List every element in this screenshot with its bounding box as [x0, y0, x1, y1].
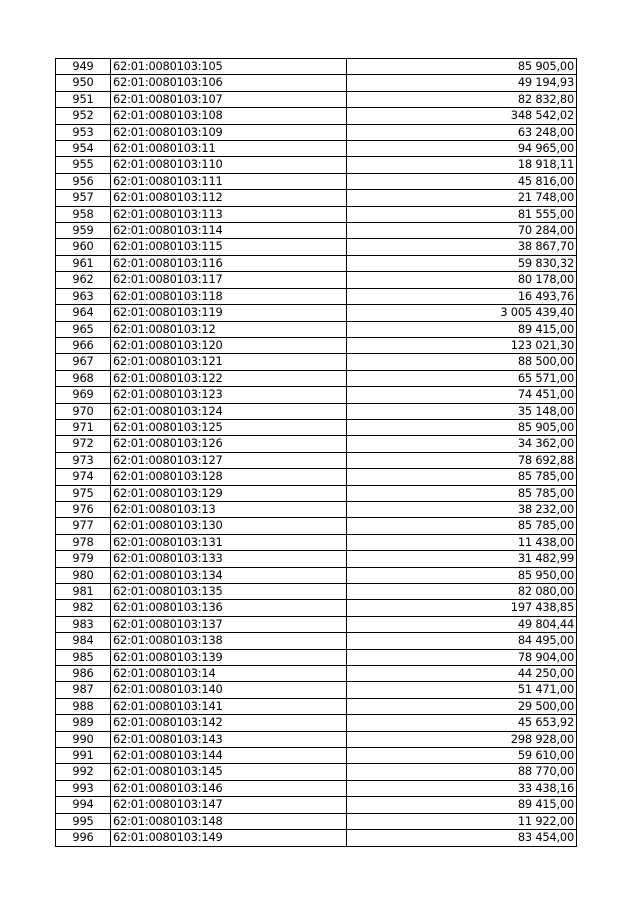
value-cell: 83 454,00	[347, 830, 577, 846]
cadastral-number-cell: 62:01:0080103:119	[111, 305, 347, 321]
value-cell: 63 248,00	[347, 124, 577, 140]
row-number-cell: 959	[56, 223, 111, 239]
cadastral-number-cell: 62:01:0080103:112	[111, 190, 347, 206]
row-number-cell: 955	[56, 157, 111, 173]
table-row	[56, 567, 577, 583]
value-cell: 45 653,92	[347, 715, 577, 731]
value-cell: 88 500,00	[347, 354, 577, 370]
cadastral-number-cell: 62:01:0080103:128	[111, 469, 347, 485]
cadastral-number-cell: 62:01:0080103:126	[111, 436, 347, 452]
table-row	[56, 731, 577, 747]
row-number-cell: 954	[56, 141, 111, 157]
value-cell: 123 021,30	[347, 337, 577, 353]
cadastral-number-cell: 62:01:0080103:109	[111, 124, 347, 140]
cadastral-number-cell: 62:01:0080103:114	[111, 223, 347, 239]
row-number-cell: 956	[56, 173, 111, 189]
row-number-cell: 949	[56, 59, 111, 75]
cadastral-number-cell: 62:01:0080103:146	[111, 780, 347, 796]
table-row	[56, 813, 577, 829]
cadastral-number-cell: 62:01:0080103:124	[111, 403, 347, 419]
row-number-cell: 951	[56, 91, 111, 107]
value-cell: 45 816,00	[347, 173, 577, 189]
cadastral-number-cell: 62:01:0080103:136	[111, 600, 347, 616]
row-number-cell: 974	[56, 469, 111, 485]
table-body	[56, 59, 577, 847]
cadastral-number-cell: 62:01:0080103:127	[111, 452, 347, 468]
cadastral-number-cell: 62:01:0080103:137	[111, 616, 347, 632]
table-row	[56, 633, 577, 649]
value-cell: 59 610,00	[347, 748, 577, 764]
value-cell: 31 482,99	[347, 551, 577, 567]
value-cell: 82 080,00	[347, 584, 577, 600]
table-row	[56, 354, 577, 370]
table-row	[56, 616, 577, 632]
cadastral-number-cell: 62:01:0080103:130	[111, 518, 347, 534]
value-cell: 33 438,16	[347, 780, 577, 796]
row-number-cell: 976	[56, 501, 111, 517]
row-number-cell: 961	[56, 255, 111, 271]
table-row	[56, 534, 577, 550]
table-row	[56, 797, 577, 813]
value-cell: 70 284,00	[347, 223, 577, 239]
value-cell: 80 178,00	[347, 272, 577, 288]
table-row	[56, 403, 577, 419]
cadastral-number-cell: 62:01:0080103:134	[111, 567, 347, 583]
cadastral-number-cell: 62:01:0080103:122	[111, 370, 347, 386]
table-row	[56, 91, 577, 107]
row-number-cell: 996	[56, 830, 111, 846]
table-row	[56, 764, 577, 780]
value-cell: 49 194,93	[347, 75, 577, 91]
table-row	[56, 59, 577, 75]
value-cell: 85 950,00	[347, 567, 577, 583]
cadastral-number-cell: 62:01:0080103:131	[111, 534, 347, 550]
table-row	[56, 469, 577, 485]
cadastral-number-cell: 62:01:0080103:110	[111, 157, 347, 173]
table-row	[56, 584, 577, 600]
table-row	[56, 272, 577, 288]
value-cell: 38 232,00	[347, 501, 577, 517]
cadastral-number-cell: 62:01:0080103:12	[111, 321, 347, 337]
value-cell: 65 571,00	[347, 370, 577, 386]
cadastral-number-cell: 62:01:0080103:120	[111, 337, 347, 353]
value-cell: 85 785,00	[347, 485, 577, 501]
cadastral-number-cell: 62:01:0080103:142	[111, 715, 347, 731]
table-row	[56, 698, 577, 714]
cadastral-number-cell: 62:01:0080103:106	[111, 75, 347, 91]
table-row	[56, 305, 577, 321]
cadastral-number-cell: 62:01:0080103:125	[111, 419, 347, 435]
row-number-cell: 957	[56, 190, 111, 206]
value-cell: 21 748,00	[347, 190, 577, 206]
row-number-cell: 980	[56, 567, 111, 583]
row-number-cell: 953	[56, 124, 111, 140]
table-row	[56, 780, 577, 796]
cadastral-number-cell: 62:01:0080103:107	[111, 91, 347, 107]
row-number-cell: 970	[56, 403, 111, 419]
value-cell: 85 905,00	[347, 419, 577, 435]
value-cell: 16 493,76	[347, 288, 577, 304]
table-row	[56, 321, 577, 337]
value-cell: 3 005 439,40	[347, 305, 577, 321]
row-number-cell: 989	[56, 715, 111, 731]
value-cell: 81 555,00	[347, 206, 577, 222]
value-cell: 44 250,00	[347, 666, 577, 682]
cadastral-number-cell: 62:01:0080103:123	[111, 387, 347, 403]
table-row	[56, 108, 577, 124]
cadastral-number-cell: 62:01:0080103:13	[111, 501, 347, 517]
cadastral-number-cell: 62:01:0080103:115	[111, 239, 347, 255]
table-row	[56, 715, 577, 731]
row-number-cell: 969	[56, 387, 111, 403]
table-row	[56, 206, 577, 222]
table-row	[56, 370, 577, 386]
cadastral-number-cell: 62:01:0080103:145	[111, 764, 347, 780]
row-number-cell: 977	[56, 518, 111, 534]
cadastral-number-cell: 62:01:0080103:139	[111, 649, 347, 665]
row-number-cell: 984	[56, 633, 111, 649]
cadastral-number-cell: 62:01:0080103:147	[111, 797, 347, 813]
value-cell: 85 785,00	[347, 469, 577, 485]
cadastral-number-cell: 62:01:0080103:113	[111, 206, 347, 222]
table-row	[56, 239, 577, 255]
row-number-cell: 981	[56, 584, 111, 600]
value-cell: 78 692,88	[347, 452, 577, 468]
row-number-cell: 966	[56, 337, 111, 353]
row-number-cell: 964	[56, 305, 111, 321]
cadastral-number-cell: 62:01:0080103:14	[111, 666, 347, 682]
cadastral-number-cell: 62:01:0080103:118	[111, 288, 347, 304]
value-cell: 89 415,00	[347, 797, 577, 813]
table-row	[56, 75, 577, 91]
table-row	[56, 190, 577, 206]
row-number-cell: 973	[56, 452, 111, 468]
row-number-cell: 952	[56, 108, 111, 124]
cadastral-number-cell: 62:01:0080103:141	[111, 698, 347, 714]
cadastral-number-cell: 62:01:0080103:135	[111, 584, 347, 600]
value-cell: 11 922,00	[347, 813, 577, 829]
cadastral-number-cell: 62:01:0080103:117	[111, 272, 347, 288]
table-row	[56, 419, 577, 435]
row-number-cell: 995	[56, 813, 111, 829]
row-number-cell: 962	[56, 272, 111, 288]
value-cell: 94 965,00	[347, 141, 577, 157]
row-number-cell: 972	[56, 436, 111, 452]
row-number-cell: 994	[56, 797, 111, 813]
value-cell: 34 362,00	[347, 436, 577, 452]
cadastral-number-cell: 62:01:0080103:121	[111, 354, 347, 370]
value-cell: 18 918,11	[347, 157, 577, 173]
row-number-cell: 990	[56, 731, 111, 747]
value-cell: 348 542,02	[347, 108, 577, 124]
table-row	[56, 649, 577, 665]
row-number-cell: 988	[56, 698, 111, 714]
value-cell: 88 770,00	[347, 764, 577, 780]
row-number-cell: 987	[56, 682, 111, 698]
cadastral-number-cell: 62:01:0080103:140	[111, 682, 347, 698]
value-cell: 74 451,00	[347, 387, 577, 403]
value-cell: 82 832,80	[347, 91, 577, 107]
row-number-cell: 963	[56, 288, 111, 304]
value-cell: 49 804,44	[347, 616, 577, 632]
table-row	[56, 485, 577, 501]
row-number-cell: 978	[56, 534, 111, 550]
table-row	[56, 501, 577, 517]
table-row	[56, 387, 577, 403]
value-cell: 51 471,00	[347, 682, 577, 698]
table-row	[56, 141, 577, 157]
cadastral-number-cell: 62:01:0080103:133	[111, 551, 347, 567]
cadastral-number-cell: 62:01:0080103:11	[111, 141, 347, 157]
row-number-cell: 992	[56, 764, 111, 780]
table-row	[56, 436, 577, 452]
table-row	[56, 173, 577, 189]
row-number-cell: 960	[56, 239, 111, 255]
value-cell: 85 785,00	[347, 518, 577, 534]
value-cell: 298 928,00	[347, 731, 577, 747]
table-row	[56, 337, 577, 353]
value-cell: 59 830,32	[347, 255, 577, 271]
cadastral-number-cell: 62:01:0080103:138	[111, 633, 347, 649]
value-cell: 197 438,85	[347, 600, 577, 616]
table-row	[56, 600, 577, 616]
cadastral-number-cell: 62:01:0080103:143	[111, 731, 347, 747]
cadastral-number-cell: 62:01:0080103:111	[111, 173, 347, 189]
table-row	[56, 288, 577, 304]
value-cell: 78 904,00	[347, 649, 577, 665]
table-row	[56, 666, 577, 682]
cadastral-value-table	[55, 58, 577, 847]
value-cell: 89 415,00	[347, 321, 577, 337]
cadastral-number-cell: 62:01:0080103:144	[111, 748, 347, 764]
row-number-cell: 982	[56, 600, 111, 616]
row-number-cell: 971	[56, 419, 111, 435]
row-number-cell: 993	[56, 780, 111, 796]
table-row	[56, 518, 577, 534]
table-row	[56, 124, 577, 140]
cadastral-number-cell: 62:01:0080103:148	[111, 813, 347, 829]
cadastral-number-cell: 62:01:0080103:105	[111, 59, 347, 75]
row-number-cell: 958	[56, 206, 111, 222]
value-cell: 84 495,00	[347, 633, 577, 649]
value-cell: 35 148,00	[347, 403, 577, 419]
cadastral-number-cell: 62:01:0080103:116	[111, 255, 347, 271]
table-row	[56, 452, 577, 468]
row-number-cell: 986	[56, 666, 111, 682]
value-cell: 29 500,00	[347, 698, 577, 714]
table-row	[56, 682, 577, 698]
row-number-cell: 991	[56, 748, 111, 764]
cadastral-number-cell: 62:01:0080103:129	[111, 485, 347, 501]
cadastral-number-cell: 62:01:0080103:108	[111, 108, 347, 124]
row-number-cell: 983	[56, 616, 111, 632]
value-cell: 85 905,00	[347, 59, 577, 75]
table-row	[56, 830, 577, 846]
row-number-cell: 979	[56, 551, 111, 567]
value-cell: 38 867,70	[347, 239, 577, 255]
row-number-cell: 950	[56, 75, 111, 91]
value-cell: 11 438,00	[347, 534, 577, 550]
table-row	[56, 748, 577, 764]
row-number-cell: 985	[56, 649, 111, 665]
table-row	[56, 157, 577, 173]
table-row	[56, 551, 577, 567]
table-row	[56, 255, 577, 271]
row-number-cell: 968	[56, 370, 111, 386]
row-number-cell: 965	[56, 321, 111, 337]
table-row	[56, 223, 577, 239]
row-number-cell: 967	[56, 354, 111, 370]
row-number-cell: 975	[56, 485, 111, 501]
cadastral-number-cell: 62:01:0080103:149	[111, 830, 347, 846]
